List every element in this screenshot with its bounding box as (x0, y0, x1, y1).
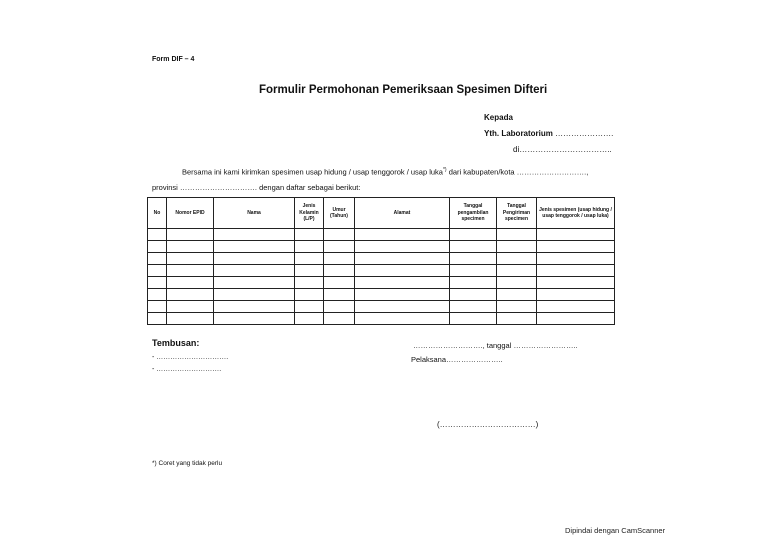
table-cell (355, 313, 450, 325)
table-cell (148, 289, 167, 301)
table-cell (214, 313, 295, 325)
intro-text-cont: dari kabupaten/kota ………………………., (446, 167, 589, 177)
table-cell (167, 253, 214, 265)
intro-footnote-mark: *) (442, 167, 447, 173)
table-cell (148, 313, 167, 325)
table-cell (214, 301, 295, 313)
specimen-table (147, 197, 615, 325)
table-cell (355, 229, 450, 241)
table-body (148, 229, 615, 325)
table-cell (214, 253, 295, 265)
form-title: Formulir Permohonan Pemeriksaan Spesimen Difteri (259, 84, 548, 96)
form-code: Form DIF – 4 (152, 56, 195, 63)
table-row (148, 229, 615, 241)
table-cell (355, 301, 450, 313)
table-cell (450, 241, 497, 253)
table-cell (355, 253, 450, 265)
table-row (148, 265, 615, 277)
table-cell (148, 265, 167, 277)
intro-province-line: provinsi …………………………. dengan daftar sebagai berikut: (152, 183, 361, 192)
table-cell (295, 253, 324, 265)
header-nama: Nama (214, 198, 295, 229)
table-row (148, 301, 615, 313)
table-cell (324, 265, 355, 277)
table-cell (295, 241, 324, 253)
table-cell (355, 289, 450, 301)
header-tanggal-pengambilan: Tanggal pengambilan specimen (450, 198, 497, 229)
table-cell (537, 313, 615, 325)
table-cell (497, 229, 537, 241)
table-cell (295, 313, 324, 325)
table-cell (324, 277, 355, 289)
table-cell (450, 289, 497, 301)
table-row (148, 253, 615, 265)
table-cell (537, 253, 615, 265)
table-cell (497, 277, 537, 289)
intro-paragraph (182, 167, 588, 177)
recipient-kepada: Kepada (484, 113, 513, 122)
table-row (148, 277, 615, 289)
table-cell (537, 241, 615, 253)
table-cell (295, 277, 324, 289)
signature-line: (………………………………) (437, 420, 539, 429)
table-row (148, 241, 615, 253)
table-cell (324, 229, 355, 241)
table-cell (355, 265, 450, 277)
table-cell (214, 289, 295, 301)
table-cell (167, 277, 214, 289)
table-cell (214, 265, 295, 277)
table-row (148, 313, 615, 325)
scanner-watermark: Dipindai dengan CamScanner (565, 526, 666, 535)
table-cell (148, 253, 167, 265)
recipient-yth-dots: …………………. (552, 129, 614, 138)
table-cell (148, 241, 167, 253)
table-cell (167, 289, 214, 301)
header-alamat: Alamat (355, 198, 450, 229)
table-cell (148, 277, 167, 289)
table-cell (497, 253, 537, 265)
table-cell (450, 301, 497, 313)
table-cell (450, 229, 497, 241)
header-jenis-kelamin: Jenis Kelamin (L/P) (295, 198, 324, 229)
table-cell (497, 289, 537, 301)
header-no: No (148, 198, 167, 229)
intro-text: Bersama ini kami kirimkan spesimen usap hidung / usap tenggorok / usap luka (182, 167, 443, 177)
table-cell (167, 301, 214, 313)
table-cell (324, 241, 355, 253)
table-cell (537, 289, 615, 301)
table-cell (537, 277, 615, 289)
table-cell (148, 301, 167, 313)
recipient-di: di…………………………….. (513, 145, 612, 154)
table-cell (324, 313, 355, 325)
table-cell (167, 229, 214, 241)
tembusan-item: - …………………………. (152, 354, 229, 361)
footnote: *) Coret yang tidak perlu (152, 460, 223, 467)
table-header-row (148, 198, 615, 229)
table-cell (214, 277, 295, 289)
header-jenis-spesimen: Jenis spesimen (usap hidung / usap tenggorok / usap luka) (537, 198, 615, 229)
header-umur: Umur (Tahun) (324, 198, 355, 229)
table-cell (167, 313, 214, 325)
table-cell (450, 313, 497, 325)
table-cell (295, 265, 324, 277)
table-cell (497, 241, 537, 253)
tembusan-item: - ………………………. (152, 366, 222, 373)
table-cell (355, 277, 450, 289)
header-tanggal-pengiriman: Tanggal Pengiriman specimen (497, 198, 537, 229)
table-cell (295, 301, 324, 313)
recipient-yth-label: Yth. Laboratorium (484, 129, 553, 138)
recipient-laboratory (484, 129, 613, 138)
table-cell (295, 289, 324, 301)
table-cell (497, 301, 537, 313)
pelaksana-line: Pelaksana………………….. (411, 355, 503, 364)
table-cell (167, 241, 214, 253)
table-cell (450, 253, 497, 265)
table-cell (497, 313, 537, 325)
place-date-line: ………………………., tanggal …………………….. (413, 341, 578, 350)
header-nomor-epid: Nomor EPID (167, 198, 214, 229)
table-cell (450, 265, 497, 277)
table-row (148, 289, 615, 301)
table-cell (148, 229, 167, 241)
table-cell (497, 265, 537, 277)
table-cell (537, 265, 615, 277)
table-cell (450, 277, 497, 289)
table-cell (537, 301, 615, 313)
table-cell (324, 253, 355, 265)
table-cell (537, 229, 615, 241)
tembusan-label: Tembusan: (152, 338, 200, 348)
table-cell (324, 289, 355, 301)
table-cell (324, 301, 355, 313)
table-cell (214, 241, 295, 253)
table-cell (355, 241, 450, 253)
table-cell (167, 265, 214, 277)
table-cell (295, 229, 324, 241)
table-cell (214, 229, 295, 241)
